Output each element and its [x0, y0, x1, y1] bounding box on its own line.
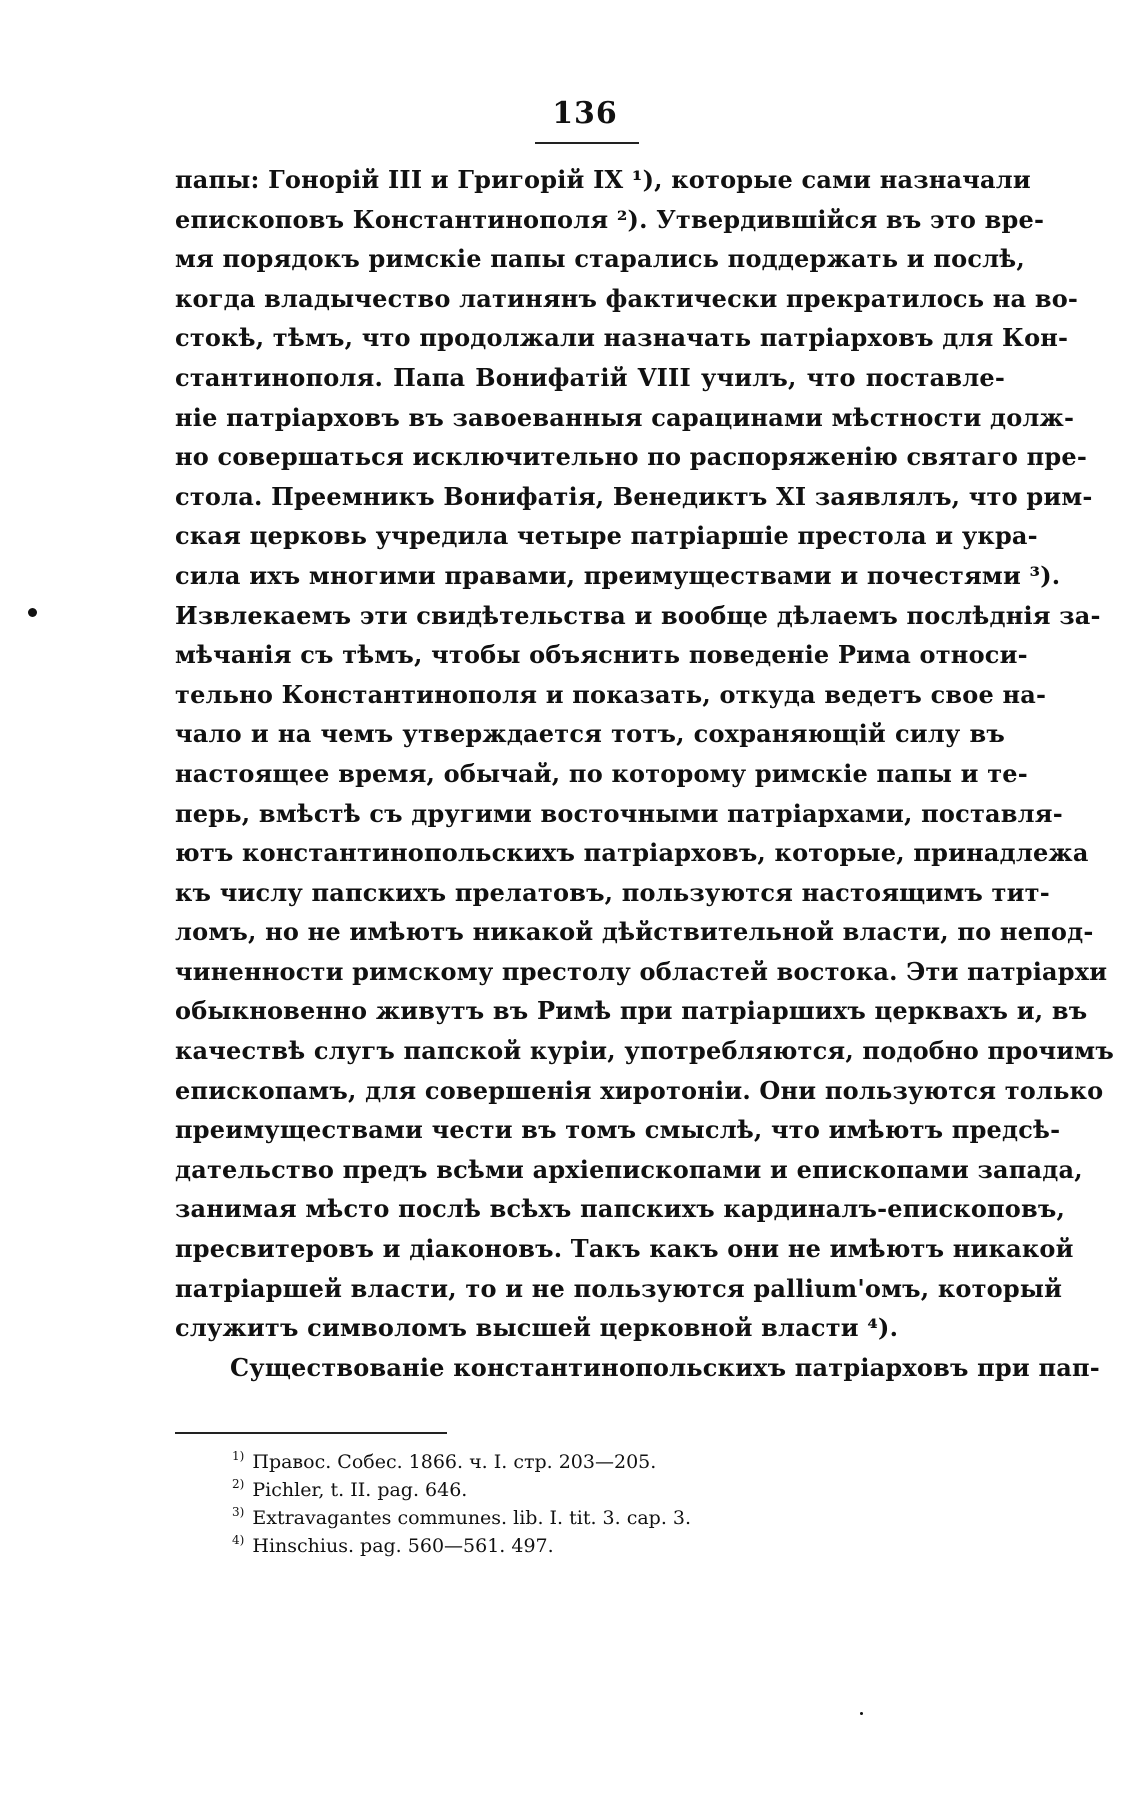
ink-speck [28, 608, 37, 617]
text-line: обыкновенно живутъ въ Римѣ при патріаршихъ церквахъ и, въ [175, 996, 1088, 1026]
footnote-text: Extravagantes communes. lib. I. tit. 3. cap. 3. [252, 1507, 692, 1529]
text-line: пресвитеровъ и діаконовъ. Такъ какъ они не имѣютъ никакой [175, 1234, 1074, 1264]
footnote [232, 1504, 952, 1532]
text-line: служитъ символомъ высшей церковной власти ⁴). [175, 1313, 899, 1343]
ink-speck [860, 1712, 863, 1715]
text-line: патріаршей власти, то и не пользуются pallium'омъ, который [175, 1273, 1063, 1303]
footnote [232, 1476, 952, 1504]
text-line: ская церковь учредила четыре патріаршіе престола и укра- [175, 521, 1038, 551]
text-line: чало и на чемъ утверждается тотъ, сохраняющій силу въ [175, 719, 1005, 749]
footnote-mark: 4) [232, 1533, 245, 1547]
text-line: мѣчанія съ тѣмъ, чтобы объяснить поведеніе Рима относи- [175, 640, 1028, 670]
text-line: но совершаться исключительно по распоряженію святаго пре- [175, 442, 1088, 472]
footnote-mark: 1) [232, 1449, 245, 1463]
footnote [232, 1532, 952, 1560]
text-line: качествѣ слугъ папской куріи, употребляются, подобно прочимъ [175, 1036, 1114, 1066]
text-line: къ числу папскихъ прелатовъ, пользуются настоящимъ тит- [175, 877, 1050, 907]
text-line: епископовъ Константинополя ²). Утвердившійся въ это вре- [175, 204, 1045, 234]
main-text [175, 160, 1114, 1387]
footnote-text: Pichler, t. II. pag. 646. [252, 1479, 468, 1501]
page-number: 136 [552, 96, 618, 131]
text-line: дательство предъ всѣми архіепископами и епископами запада, [175, 1154, 1083, 1184]
text-line: ютъ константинопольскихъ патріарховъ, которые, принадлежа [175, 838, 1089, 868]
text-line: настоящее время, обычай, по которому римскіе папы и те- [175, 758, 1028, 788]
footnotes [232, 1448, 952, 1560]
text-line: чиненности римскому престолу областей востока. Эти патріархи [175, 956, 1108, 986]
text-line: папы: Гонорій III и Григорій IX ¹), которые сами назначали [175, 165, 1031, 194]
text-line: стола. Преемникъ Вонифатія, Венедиктъ XI заявлялъ, что рим- [175, 481, 1093, 511]
footnote-text: Hinschius. pag. 560—561. 497. [252, 1535, 554, 1557]
text-line: занимая мѣсто послѣ всѣхъ папскихъ кардиналъ-епископовъ, [175, 1194, 1066, 1224]
text-line: мя порядокъ римскіе папы старались поддержать и послѣ, [175, 244, 1025, 274]
text-line: стокѣ, тѣмъ, что продолжали назначать патріарховъ для Кон- [175, 323, 1069, 353]
text-line: сила ихъ многими правами, преимуществами и почестями ³). [175, 560, 1061, 590]
text-line: ніе патріарховъ въ завоеванныя сарацинами мѣстности долж- [175, 402, 1075, 432]
footnote [232, 1448, 952, 1476]
text-line: тельно Константинополя и показать, откуда ведетъ свое на- [175, 679, 1047, 709]
text-line: ломъ, но не имѣютъ никакой дѣйствительной власти, по непод- [175, 917, 1094, 947]
text-line: Извлекаемъ эти свидѣтельства и вообще дѣлаемъ послѣднія за- [175, 600, 1101, 630]
text-line: епископамъ, для совершенія хиротоніи. Они пользуются только [175, 1075, 1104, 1105]
text-line: когда владычество латинянъ фактически прекратилось на во- [175, 283, 1079, 313]
footnote-mark: 3) [232, 1505, 245, 1519]
text-line: стантинополя. Папа Вонифатій VIII училъ, что поставле- [175, 362, 1005, 392]
text-line: преимуществами чести въ томъ смыслѣ, что имѣютъ предсѣ- [175, 1115, 1061, 1145]
page-number-underline [535, 142, 639, 144]
text-line: перь, вмѣстѣ съ другими восточными патріархами, поставля- [175, 798, 1063, 828]
footnote-mark: 2) [232, 1477, 245, 1491]
footnote-text: Правос. Собес. 1866. ч. I. стр. 203—205. [252, 1451, 657, 1473]
text-line: Существованіе константинопольскихъ патріарховъ при пап- [230, 1352, 1100, 1382]
footnote-separator [175, 1432, 447, 1434]
